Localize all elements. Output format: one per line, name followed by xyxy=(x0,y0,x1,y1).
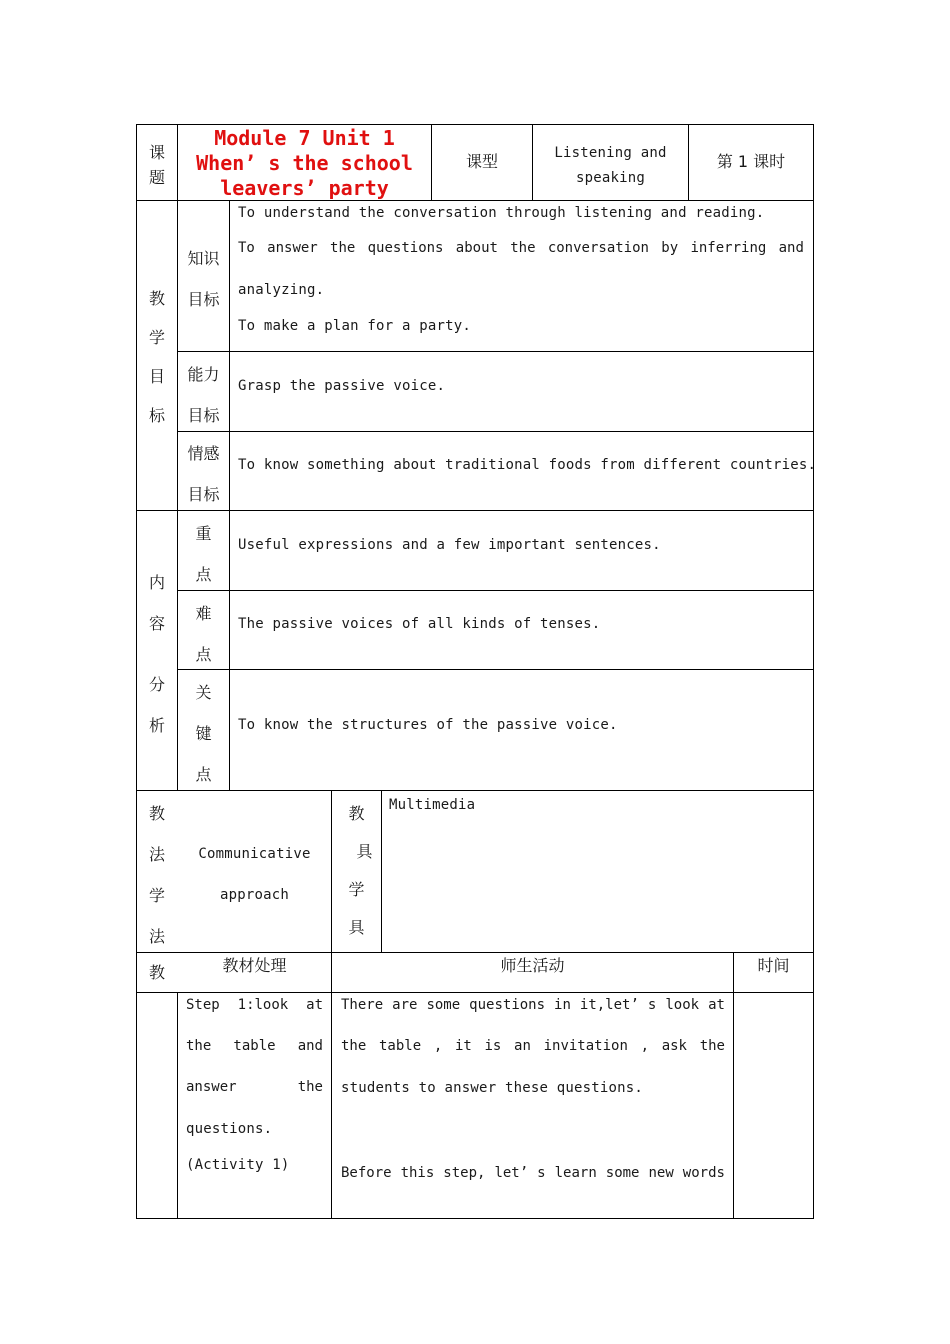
objectives-label-char: 学 xyxy=(148,328,165,347)
knowledge-line-1: To understand the conversation through listening and reading. xyxy=(238,205,765,221)
step1-activity-ref: (Activity 1) xyxy=(186,1157,290,1173)
step1-materials-word: the xyxy=(297,1079,323,1095)
rule-tools-label-right xyxy=(381,790,382,953)
lesson-period: 第 1 课时 xyxy=(716,152,786,171)
process-header-activities: 师生活动 xyxy=(500,956,565,975)
step1-extra-word: this xyxy=(400,1165,435,1181)
step1-activities-word: the xyxy=(341,1038,367,1054)
objectives-label-char: 标 xyxy=(148,406,165,425)
lesson-label xyxy=(137,140,177,190)
rule-sublabel-col xyxy=(229,200,230,791)
teaching-method-line: Communicative xyxy=(198,846,311,862)
tools-label-char: 具 xyxy=(356,842,373,861)
step1-extra-word: new xyxy=(648,1165,674,1181)
objectives-label-char: 教 xyxy=(148,289,165,308)
step1-extra-word: Before xyxy=(341,1165,392,1181)
step1-extra-word: let’ xyxy=(494,1165,529,1181)
step1-activities-word: some xyxy=(426,997,461,1013)
knowledge-word: the xyxy=(510,240,536,256)
rule-methods-bottom xyxy=(136,952,814,953)
key-point-label-char: 重 xyxy=(195,524,212,543)
step1-activities-word: are xyxy=(392,997,418,1013)
tools-value: Multimedia xyxy=(389,797,476,813)
ability-label-line: 目标 xyxy=(187,406,220,425)
rule-objectives-bottom xyxy=(136,510,814,511)
analysis-label xyxy=(137,562,177,746)
step1-materials-word: the xyxy=(186,1038,212,1054)
rule-ability-bottom xyxy=(177,431,814,432)
crucial-point-text: To know the structures of the passive voice. xyxy=(238,717,618,733)
crucial-point-label xyxy=(178,672,229,795)
lesson-type-label: 课型 xyxy=(465,152,498,171)
knowledge-label-line: 目标 xyxy=(187,290,220,309)
lesson-label-char: 课 xyxy=(148,143,165,162)
rule-top xyxy=(136,124,814,125)
knowledge-word: inferring xyxy=(690,240,767,256)
methods-label xyxy=(137,793,177,957)
teaching-method-value xyxy=(178,834,331,916)
ability-objective-label xyxy=(178,354,229,436)
step1-activities-extra xyxy=(341,1165,725,1181)
rule-col1-lower xyxy=(177,992,178,1219)
step1-materials-word: and xyxy=(297,1038,323,1054)
step1-extra-word: step, xyxy=(443,1165,486,1181)
lesson-type-line: speaking xyxy=(575,170,646,186)
difficult-point-text: The passive voices of all kinds of tenses. xyxy=(238,616,601,632)
emotion-label-line: 情感 xyxy=(187,444,220,463)
difficult-point-label-char: 点 xyxy=(195,645,212,664)
lesson-title-line: When’ s the school xyxy=(196,151,413,175)
step1-extra-word: learn xyxy=(554,1165,597,1181)
tools-label xyxy=(332,795,381,947)
step1-activities-word: invitation xyxy=(543,1038,628,1054)
ability-label-line: 能力 xyxy=(187,365,220,384)
step1-materials-word: 1:look xyxy=(237,997,289,1013)
step1-activities-word: , xyxy=(433,1038,443,1054)
key-point-label xyxy=(178,513,229,595)
rule-process-header-bottom xyxy=(136,992,814,993)
methods-label-char: 法 xyxy=(148,845,165,864)
rule-knowledge-bottom xyxy=(177,351,814,352)
step1-extra-word: words xyxy=(682,1165,725,1181)
difficult-point-label-char: 难 xyxy=(195,604,212,623)
key-point-text: Useful expressions and a few important sentences. xyxy=(238,537,661,553)
lesson-type-value xyxy=(533,141,688,191)
step1-activities-word: , xyxy=(640,1038,650,1054)
crucial-point-label-char: 点 xyxy=(195,765,212,784)
knowledge-word: by xyxy=(661,240,679,256)
tools-label-char: 教 xyxy=(348,804,365,823)
rule-right xyxy=(813,124,814,1219)
analysis-label-char: 析 xyxy=(148,716,165,735)
step1-activities-row xyxy=(341,997,725,1013)
knowledge-line-4: To make a plan for a party. xyxy=(238,318,471,334)
analysis-label-char: 内 xyxy=(148,573,165,592)
lesson-title-line: leavers’ party xyxy=(220,176,389,200)
methods-label-char: 教 xyxy=(148,804,165,823)
lesson-label-char: 题 xyxy=(148,168,165,187)
step1-extra-word: some xyxy=(605,1165,640,1181)
ability-objective-text: Grasp the passive voice. xyxy=(238,378,446,394)
step1-activities-word: look xyxy=(665,997,700,1013)
step1-activities-word: in xyxy=(554,997,571,1013)
rule-difficult-bottom xyxy=(177,669,814,670)
knowledge-word: To xyxy=(238,240,255,256)
emotion-objective-text: To know something about traditional foods from different countries. xyxy=(238,457,817,473)
knowledge-line-2 xyxy=(238,240,804,256)
emotion-label-line: 目标 xyxy=(187,485,220,504)
methods-label-char: 学 xyxy=(148,886,165,905)
emotion-objective-label xyxy=(178,433,229,515)
rule-analysis-bottom xyxy=(136,790,814,791)
step1-activities-word: table xyxy=(378,1038,422,1054)
knowledge-word: questions xyxy=(367,240,444,256)
methods-label-char: 法 xyxy=(148,927,165,946)
step1-activities-word: it,let’ xyxy=(579,997,639,1013)
step1-materials-row xyxy=(186,1038,323,1054)
objectives-label xyxy=(137,279,177,435)
crucial-point-label-char: 关 xyxy=(195,683,212,702)
key-point-label-char: 点 xyxy=(195,565,212,584)
step1-activities-word: it xyxy=(454,1038,472,1054)
lesson-type-line: Listening and xyxy=(554,145,667,161)
step1-materials-row: questions. xyxy=(186,1121,273,1137)
step1-activities-word: There xyxy=(341,997,384,1013)
knowledge-line-3: analyzing. xyxy=(238,282,325,298)
step1-activities-word: questions xyxy=(469,997,546,1013)
knowledge-word: about xyxy=(455,240,498,256)
knowledge-label-line: 知识 xyxy=(187,249,220,268)
step1-activities-row xyxy=(341,1038,725,1054)
knowledge-word: answer xyxy=(267,240,318,256)
step1-materials-word: table xyxy=(233,1038,276,1054)
lesson-title-line: Module 7 Unit 1 xyxy=(214,126,395,150)
knowledge-word: the xyxy=(330,240,356,256)
step1-materials-row xyxy=(186,997,323,1013)
teaching-method-line: approach xyxy=(219,887,290,903)
rule-bottom xyxy=(136,1218,814,1219)
process-header-materials: 教材处理 xyxy=(222,956,287,975)
process-header-time: 时间 xyxy=(757,956,790,975)
step1-activities-row: students to answer these questions. xyxy=(341,1080,644,1096)
process-header-col1: 教 xyxy=(148,963,165,982)
knowledge-objective-label xyxy=(178,238,229,320)
step1-materials-word: answer xyxy=(186,1079,237,1095)
step1-activities-word: the xyxy=(699,1038,725,1054)
tools-label-char: 具 xyxy=(348,918,365,937)
rule-key-bottom xyxy=(177,590,814,591)
step1-extra-word: s xyxy=(537,1165,546,1181)
rule-time-col xyxy=(733,952,734,1219)
crucial-point-label-char: 键 xyxy=(195,724,212,743)
knowledge-word: conversation xyxy=(547,240,649,256)
analysis-label-char: 分 xyxy=(148,675,165,694)
analysis-label-char: 容 xyxy=(148,614,165,633)
tools-label-char: 学 xyxy=(348,880,365,899)
step1-activities-word: s xyxy=(647,997,657,1013)
objectives-label-char: 目 xyxy=(148,367,165,386)
step1-activities-word: is xyxy=(484,1038,502,1054)
step1-activities-word: at xyxy=(708,997,725,1013)
step1-materials-row xyxy=(186,1079,323,1095)
step1-materials-word: Step xyxy=(186,997,220,1013)
difficult-point-label xyxy=(178,593,229,675)
lesson-title xyxy=(178,126,431,201)
step1-materials-word: at xyxy=(306,997,323,1013)
step1-activities-word: an xyxy=(514,1038,531,1054)
step1-activities-word: ask xyxy=(661,1038,687,1054)
knowledge-word: and xyxy=(778,240,804,256)
